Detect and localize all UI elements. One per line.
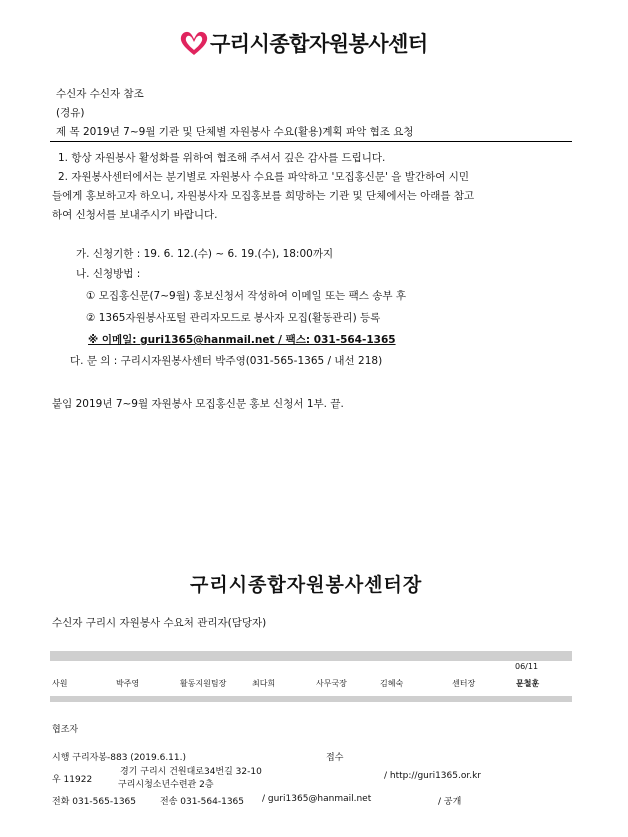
item-da: 다. 문 의 : 구리시자원봉사센터 박주영(031-565-1365 / 내선 218) — [70, 355, 383, 367]
subject-divider — [50, 141, 572, 142]
heart-logo-icon — [178, 28, 210, 58]
approval-band-top — [50, 651, 572, 661]
approval-role: 사원 — [52, 679, 68, 688]
approval-role: 센터장 — [452, 679, 476, 688]
phone-line: 전화 031-565-1365 — [52, 797, 137, 807]
cooperator-label: 협조자 — [52, 725, 79, 735]
item-ga: 가. 신청기한 : 19. 6. 12.(수) ~ 6. 19.(수), 18:00까지 — [76, 248, 334, 260]
date-stamp: 06/11 — [515, 662, 539, 671]
paragraph-2-line-1: 2. 자원봉사센터에서는 분기별로 자원봉사 수요를 파악하고 '모집홍신문' 을 발간하여 시민 — [58, 171, 469, 183]
approval-name: 박주영 — [116, 679, 140, 688]
approval-name: 최다희 — [252, 679, 276, 688]
paragraph-2-line-2: 들에게 홍보하고자 하오니, 자원봉사자 모집홍보를 희망하는 기관 및 단체에서는 아래를 참고 — [52, 190, 475, 202]
disclosure-label: / 공개 — [438, 797, 462, 807]
contact-line: ※ 이메일: guri1365@hanmail.net / 팩스: 031-564-1365 — [88, 334, 396, 346]
logo-text: 구리시종합자원봉사센터 — [210, 32, 428, 56]
via-line: (경유) — [56, 107, 85, 119]
address-line-2: 구리시청소년수련관 2층 — [118, 780, 214, 790]
logo — [178, 28, 428, 58]
enforcement-line: 시행 구리자봉-883 (2019.6.11.) — [52, 753, 186, 763]
subject-line: 제 목 2019년 7~9월 기관 및 단체별 자원봉사 수요(활용)계획 파악 협조 요청 — [56, 126, 414, 138]
item-na: 나. 신청방법 : — [76, 268, 141, 280]
zip-code: 우 11922 — [52, 775, 93, 785]
paragraph-1: 1. 항상 자원봉사 활성화를 위하여 협조해 주셔서 깊은 감사를 드립니다. — [58, 152, 386, 164]
attachment-line: 붙임 2019년 7~9월 자원봉사 모집홍신문 홍보 신청서 1부. 끝. — [52, 398, 344, 410]
recipient-line: 수신자 수신자 참조 — [56, 88, 144, 100]
receipt-label: 접수 — [326, 753, 344, 763]
org-title: 구리시종합자원봉사센터장 — [190, 574, 423, 596]
approval-role: 사무국장 — [316, 679, 347, 688]
footer-recipient: 수신자 구리시 자원봉사 수요처 관리자(담당자) — [52, 617, 267, 629]
method-1: ① 모집홍신문(7~9월) 홍보신청서 작성하여 이메일 또는 팩스 송부 후 — [86, 290, 407, 302]
website-link[interactable]: / http://guri1365.or.kr — [384, 771, 482, 781]
fax-line: 전송 031-564-1365 — [160, 797, 245, 807]
email-link[interactable]: / guri1365@hanmail.net — [262, 794, 372, 804]
paragraph-2-line-3: 하여 신청서를 보내주시기 바랍니다. — [52, 209, 218, 221]
method-2: ② 1365자원봉사포털 관리자모드로 봉사자 모집(활동관리) 등록 — [86, 312, 381, 324]
approval-name: 김혜숙 — [380, 679, 404, 688]
approval-name: 문철훈 — [516, 679, 540, 688]
approval-role: 활동지원팀장 — [180, 679, 227, 688]
address-line-1: 경기 구리시 건원대로34번길 32-10 — [120, 767, 262, 777]
approval-band-bottom — [50, 696, 572, 702]
